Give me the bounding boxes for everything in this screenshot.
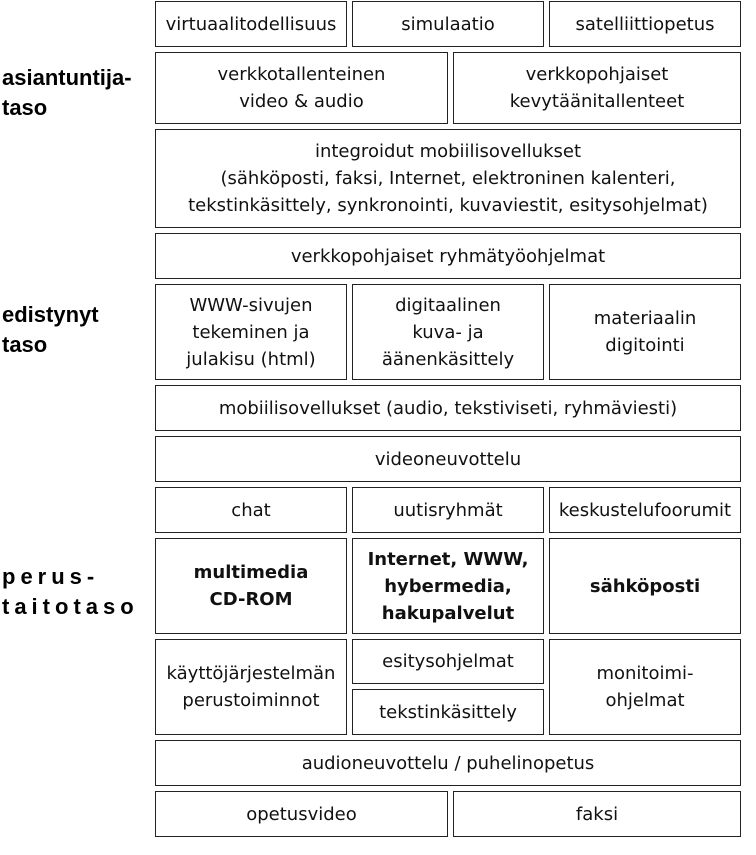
box-mobiilisovellukset: mobiilisovellukset (audio, tekstiviseti, ryhmäviesti) — [155, 385, 741, 431]
box-verkkotallenteinen-video-audio: verkkotallenteinen video & audio — [155, 52, 448, 124]
box-satelliittiopetus: satelliittiopetus — [549, 1, 741, 47]
box-integroidut-mobiilisovellukset: integroidut mobiilisovellukset (sähköposti, faksi, Internet, elektroninen kalenteri, tekstinkäsittely, synkronointi, kuvaviestit, esitysohjelmat) — [155, 129, 741, 228]
box-uutisryhmat: uutisryhmät — [352, 487, 544, 533]
box-digitaalinen-kuva-aanenkasittely: digitaalinen kuva- ja äänenkäsittely — [352, 284, 544, 380]
box-virtuaalitodellisuus: virtuaalitodellisuus — [155, 1, 347, 47]
box-verkkopohjaiset-kevytaanitallenteet: verkkopohjaiset kevytäänitallenteet — [453, 52, 741, 124]
box-faksi: faksi — [453, 791, 741, 837]
box-keskustelufoorumit: keskustelufoorumit — [549, 487, 741, 533]
box-materiaalin-digitointi: materiaalin digitointi — [549, 284, 741, 380]
level-label-expert: asiantuntija- taso — [2, 65, 132, 120]
box-tekstinkasittely: tekstinkäsittely — [352, 689, 544, 735]
box-multimedia-cd-rom: multimedia CD-ROM — [155, 538, 347, 634]
box-verkkopohjaiset-ryhmatyoohjelmat: verkkopohjaiset ryhmätyöohjelmat — [155, 233, 741, 279]
box-audioneuvottelu-puhelinopetus: audioneuvottelu / puhelinopetus — [155, 740, 741, 786]
box-esitysohjelmat: esitysohjelmat — [352, 639, 544, 684]
box-simulaatio: simulaatio — [352, 1, 544, 47]
level-label-basic: perus- taitotaso — [2, 564, 139, 619]
box-opetusvideo: opetusvideo — [155, 791, 448, 837]
box-www-sivujen-tekeminen: WWW-sivujen tekeminen ja julakisu (html) — [155, 284, 347, 380]
box-sahkoposti: sähköposti — [549, 538, 741, 634]
box-videoneuvottelu: videoneuvottelu — [155, 436, 741, 482]
box-internet-www: Internet, WWW, hybermedia, hakupalvelut — [352, 538, 544, 634]
box-monitoimiohjelmat: monitoimi- ohjelmat — [549, 639, 741, 735]
level-label-advanced: edistynyt taso — [2, 302, 99, 357]
box-chat: chat — [155, 487, 347, 533]
box-kayttojarjestelman-perustoiminnot: käyttöjärjestelmän perustoiminnot — [155, 639, 347, 735]
